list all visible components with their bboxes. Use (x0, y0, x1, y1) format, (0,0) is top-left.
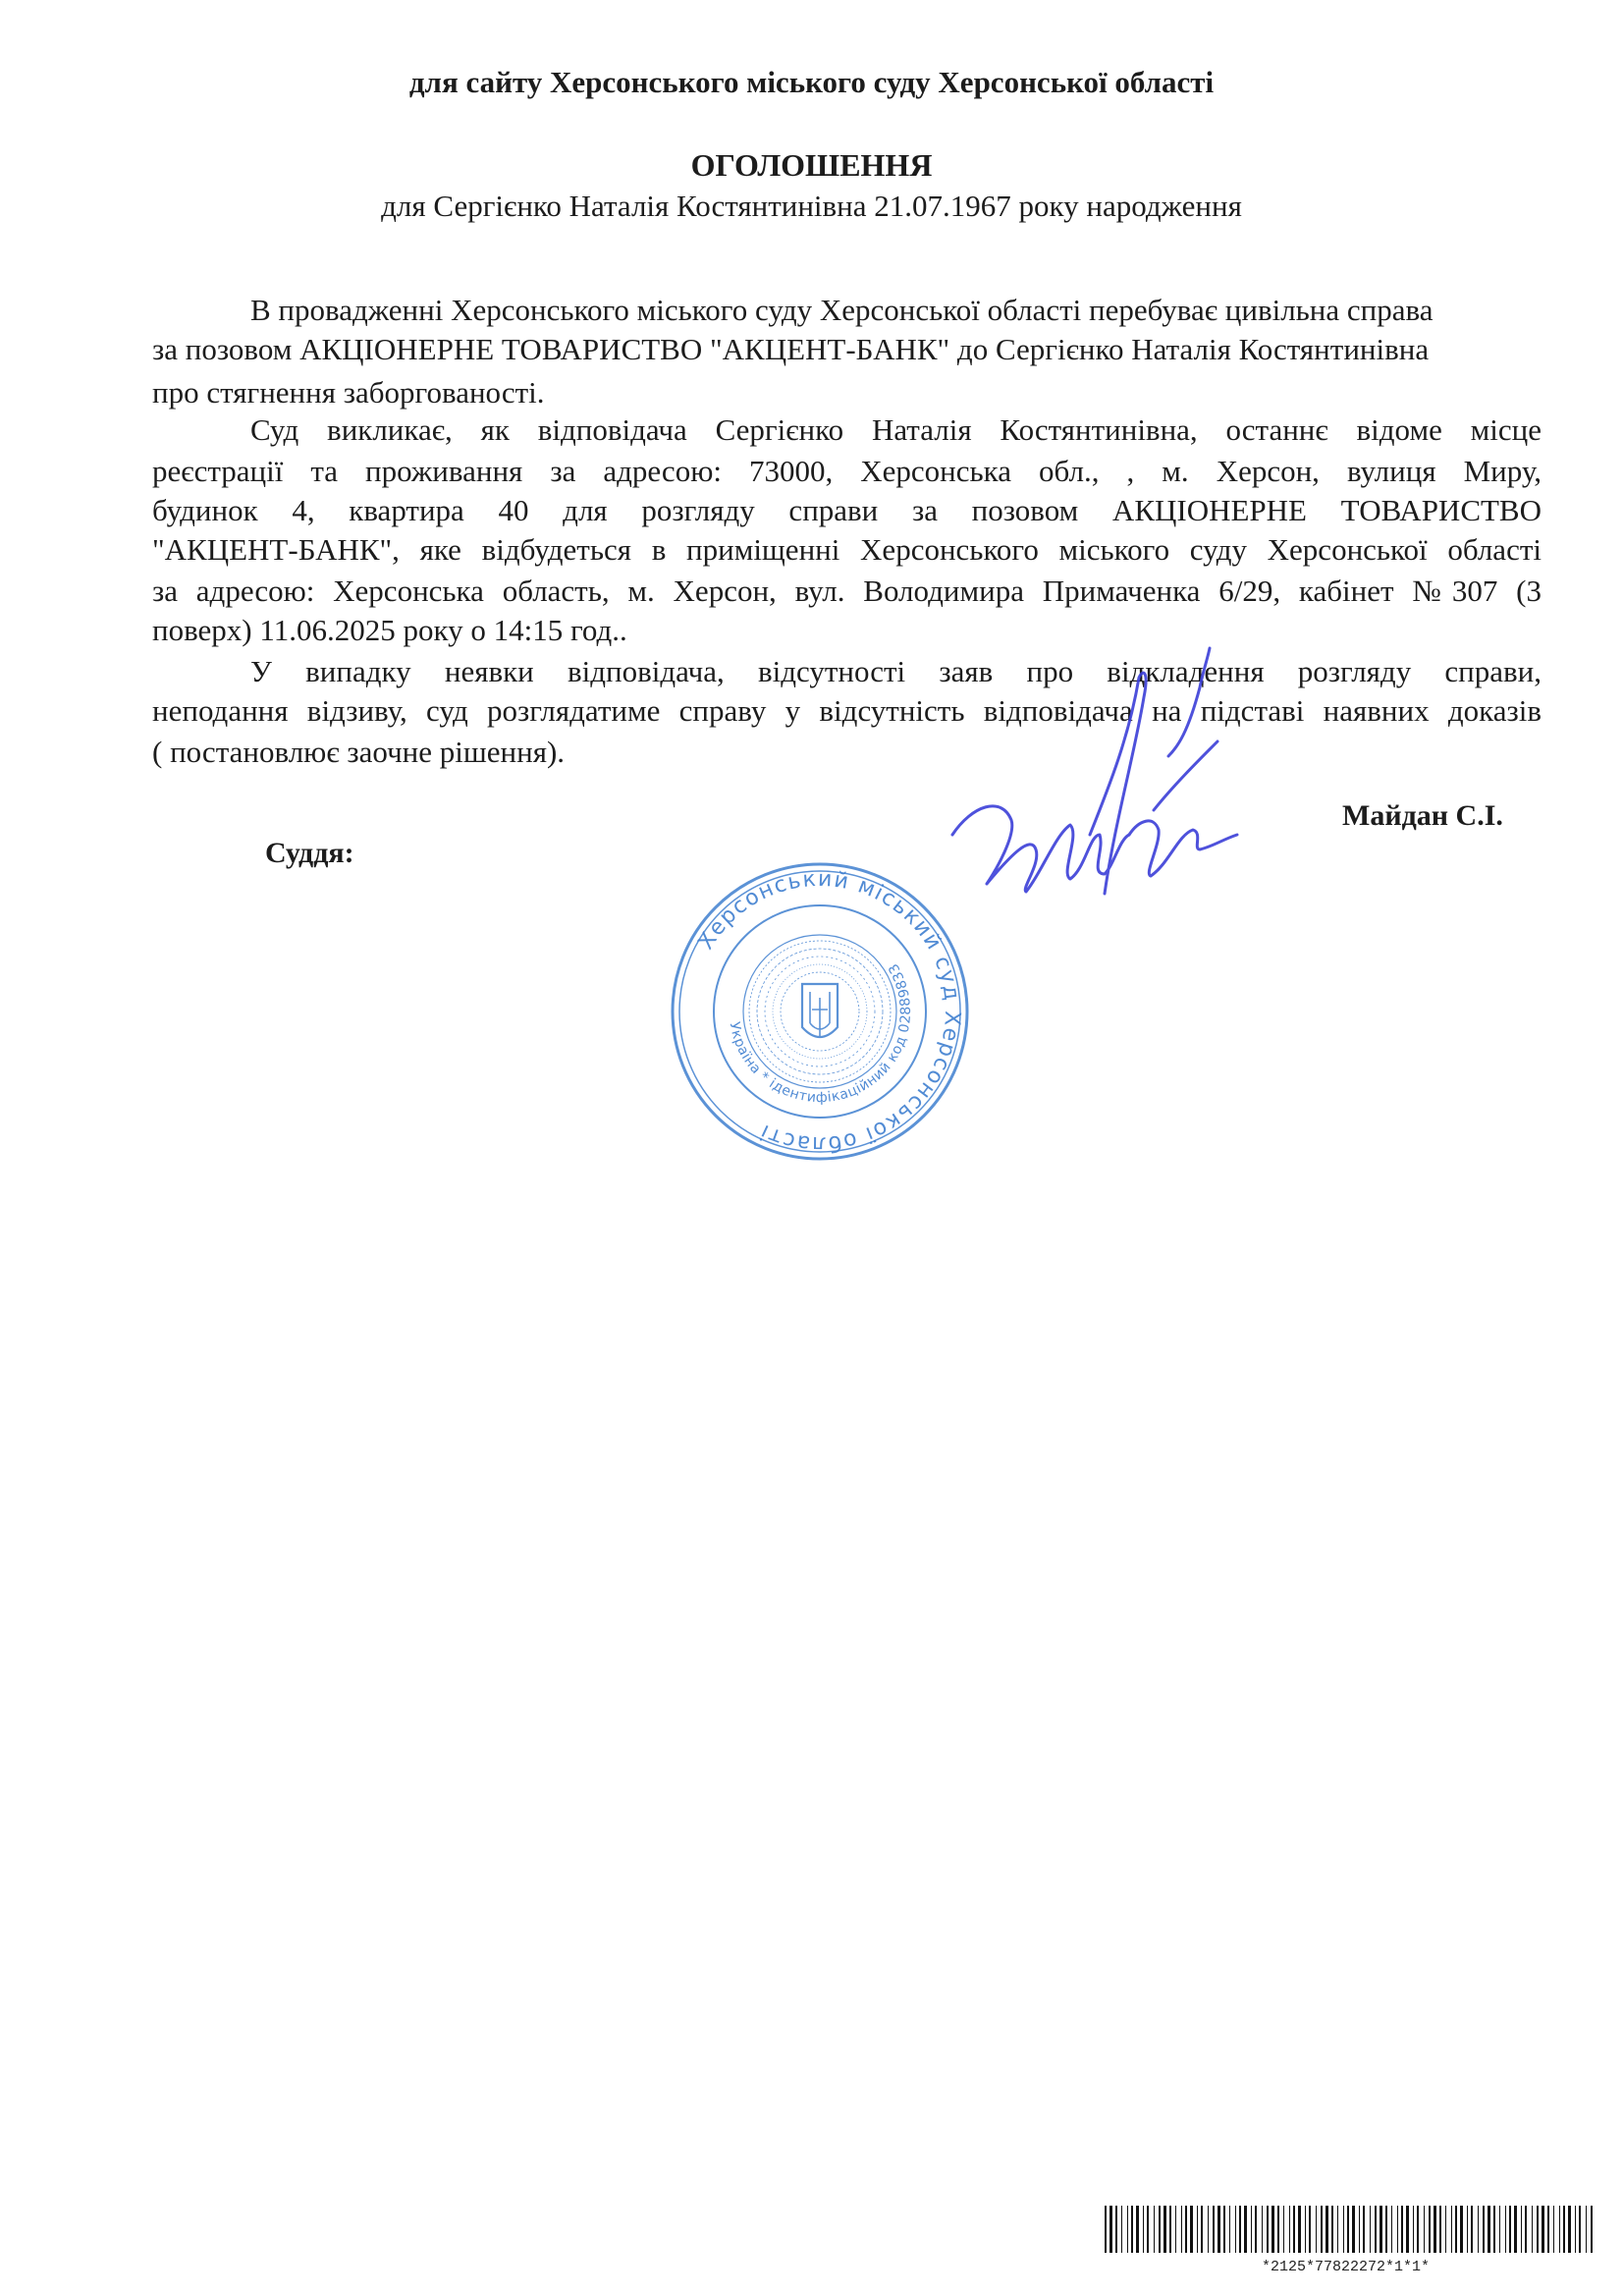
barcode-bar (1343, 2206, 1344, 2253)
barcode-bar (1359, 2206, 1360, 2253)
text-line: за адресою: Херсонська область, м. Херсон, вул. Володимира Примаченка 6/29, кабінет №307 (3 (152, 574, 1542, 608)
barcode-bar (1568, 2206, 1571, 2253)
barcode-bar (1115, 2206, 1117, 2253)
barcode-bar (1321, 2206, 1323, 2253)
barcode-bar (1255, 2206, 1257, 2253)
barcode-bar (1293, 2206, 1295, 2253)
barcode-bar (1121, 2206, 1122, 2253)
official-stamp (663, 854, 977, 1169)
barcode-bar (1175, 2206, 1176, 2253)
barcode-bar (1488, 2206, 1490, 2253)
barcode-bar (1305, 2206, 1306, 2253)
barcode-bar (1159, 2206, 1161, 2253)
barcode-bar (1460, 2206, 1463, 2253)
barcode-bar (1397, 2206, 1398, 2253)
barcode-text: *2125*77822272*1*1* (1262, 2259, 1431, 2275)
barcode-bar (1370, 2206, 1371, 2253)
barcode-bar (1559, 2206, 1560, 2253)
text-line: В провадженні Херсонського міського суду Херсонської області перебуває цивільна справа (250, 293, 1434, 327)
barcode-bar (1283, 2206, 1284, 2253)
barcode-bar (1478, 2206, 1479, 2253)
barcode-bar (1143, 2206, 1144, 2253)
barcode-bar (1316, 2206, 1317, 2253)
barcode-bar (1467, 2206, 1468, 2253)
barcode-bar (1105, 2206, 1107, 2253)
barcode-bar (1429, 2206, 1431, 2253)
barcode-bar (1201, 2206, 1203, 2253)
barcode-bar (1575, 2206, 1576, 2253)
text-line: Суд викликає, як відповідача Сергієнко Наталія Костянтинівна, останнє відоме місце (250, 412, 1542, 447)
barcode-bar (1563, 2206, 1565, 2253)
barcode-bar (1277, 2206, 1279, 2253)
handwritten-signature (943, 638, 1257, 933)
barcode-bar (1251, 2206, 1252, 2253)
document-title: ОГОЛОШЕННЯ (690, 147, 933, 183)
barcode-bar (1154, 2206, 1155, 2253)
barcode-bar (1532, 2206, 1533, 2253)
barcode-bar (1445, 2206, 1446, 2253)
barcode-bar (1309, 2206, 1311, 2253)
barcode-bar (1363, 2206, 1365, 2253)
document-subtitle: для Сергієнко Наталія Костянтинівна 21.07.1967 року народження (381, 189, 1242, 223)
barcode-bar (1163, 2206, 1166, 2253)
barcode-bar (1525, 2206, 1527, 2253)
barcode-bar (1553, 2206, 1554, 2253)
barcode-bar (1471, 2206, 1473, 2253)
barcode-bar (1181, 2206, 1182, 2253)
barcode-bar (1217, 2206, 1220, 2253)
text-line: "АКЦЕНТ-БАНК", яке відбудеться в приміщенні Херсонського міського суду Херсонської області (152, 532, 1542, 567)
text-line: про стягнення заборгованості. (152, 375, 545, 410)
barcode-bar (1331, 2206, 1333, 2253)
barcode-bar (1579, 2206, 1581, 2253)
barcode-bar (1169, 2206, 1171, 2253)
text-line: поверх) 11.06.2025 року о 14:15 год.. (152, 613, 627, 647)
barcode-bar (1197, 2206, 1198, 2253)
barcode-bar (1483, 2206, 1485, 2253)
barcode-bar (1131, 2206, 1133, 2253)
barcode-bar (1147, 2206, 1149, 2253)
text-line: за позовом АКЦІОНЕРНЕ ТОВАРИСТВО "АКЦЕНТ-БАНК" до Сергієнко Наталія Костянтинівна (152, 332, 1430, 366)
barcode-bar (1347, 2206, 1349, 2253)
barcode-bar (1190, 2206, 1193, 2253)
barcode-bar (1586, 2206, 1587, 2253)
barcode-bar (1208, 2206, 1209, 2253)
text-line: будинок 4, квартира 40 для розгляду справи за позовом АКЦІОНЕРНЕ ТОВАРИСТВО (152, 493, 1542, 527)
barcode-bar (1244, 2206, 1247, 2253)
barcode-bar (1185, 2206, 1187, 2253)
barcode-bar (1380, 2206, 1382, 2253)
judge-name: Майдан С.І. (1342, 799, 1503, 832)
barcode (1105, 2206, 1596, 2261)
barcode-bar (1434, 2206, 1436, 2253)
barcode-bar (1547, 2206, 1549, 2253)
stamp-outer-text: Херсонський міський суд Херсонської області (693, 866, 965, 1157)
barcode-bar (1451, 2206, 1452, 2253)
barcode-bar (1289, 2206, 1290, 2253)
barcode-bar (1223, 2206, 1225, 2253)
barcode-bar (1537, 2206, 1539, 2253)
barcode-bar (1127, 2206, 1128, 2253)
barcode-bar (1235, 2206, 1236, 2253)
barcode-bar (1521, 2206, 1522, 2253)
barcode-bar (1271, 2206, 1274, 2253)
barcode-bar (1514, 2206, 1517, 2253)
text-line: ( постановлює заочне рішення). (152, 735, 566, 769)
barcode-bar (1406, 2206, 1409, 2253)
text-line: реєстрації та проживання за адресою: 73000, Херсонська обл., , м. Херсон, вулиця Миру, (152, 454, 1542, 488)
stamp-inner-text: Україна * ідентифікаційний код 02889833 (726, 959, 915, 1107)
barcode-bar (1325, 2206, 1328, 2253)
barcode-bar (1542, 2206, 1544, 2253)
barcode-bar (1262, 2206, 1263, 2253)
barcode-bar (1136, 2206, 1139, 2253)
barcode-bar (1509, 2206, 1511, 2253)
barcode-bar (1505, 2206, 1506, 2253)
barcode-bar (1499, 2206, 1500, 2253)
barcode-bar (1298, 2206, 1301, 2253)
barcode-bar (1493, 2206, 1495, 2253)
judge-label: Суддя: (265, 837, 354, 869)
barcode-bar (1109, 2206, 1112, 2253)
barcode-bar (1455, 2206, 1457, 2253)
barcode-bar (1337, 2206, 1338, 2253)
barcode-bar (1229, 2206, 1230, 2253)
barcode-bar (1213, 2206, 1215, 2253)
barcode-bar (1439, 2206, 1441, 2253)
barcode-bar (1424, 2206, 1425, 2253)
barcode-bar (1401, 2206, 1403, 2253)
barcode-bar (1417, 2206, 1419, 2253)
barcode-bar (1385, 2206, 1387, 2253)
barcode-bar (1591, 2206, 1593, 2253)
barcode-bar (1391, 2206, 1392, 2253)
text-line: неподання відзиву, суд розглядатиме справу у відсутність відповідача на підставі наявних доказів (152, 693, 1542, 728)
document-header: для сайту Херсонського міського суду Херсонської області (408, 65, 1215, 99)
text-line: У випадку неявки відповідача, відсутності заяв про відкладення розгляду справи, (250, 654, 1542, 688)
barcode-bar (1375, 2206, 1377, 2253)
barcode-bar (1267, 2206, 1269, 2253)
barcode-bar (1413, 2206, 1414, 2253)
barcode-bar (1239, 2206, 1241, 2253)
barcode-bar (1352, 2206, 1355, 2253)
